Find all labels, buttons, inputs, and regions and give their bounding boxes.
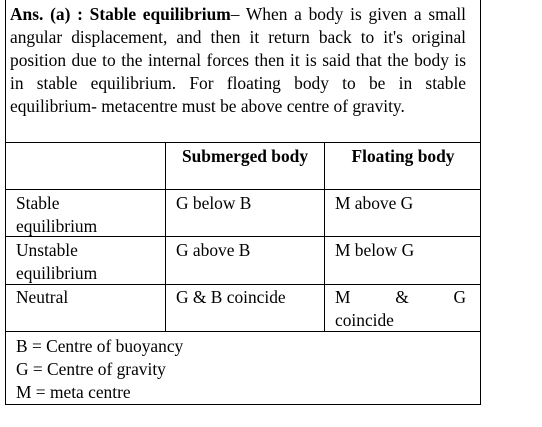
floating-part-and: & — [395, 287, 409, 307]
row-neutral-floating-line1 — [335, 286, 466, 309]
table-top-border — [5, 142, 481, 143]
row-unstable-submerged: G above B — [176, 240, 251, 260]
floating-part-m: M — [335, 287, 351, 307]
row-stable-state: Stable equilibrium — [16, 193, 98, 236]
row-neutral-submerged: G & B coincide — [176, 287, 286, 307]
row-unstable-state: Unstable equilibrium — [16, 240, 98, 283]
row-stable-submerged: G below B — [176, 193, 252, 213]
row-neutral-state: Neutral — [16, 287, 69, 307]
table-column-divider — [165, 142, 166, 332]
row-unstable-floating: M below G — [335, 240, 415, 260]
row-stable-floating: M above G — [335, 193, 414, 213]
legend-b: B = Centre of buoyancy — [16, 336, 184, 356]
answer-label: Ans. (a) : Stable equilibrium — [10, 4, 231, 24]
table-column-divider — [324, 142, 325, 332]
legend-g: G = Centre of gravity — [16, 359, 166, 379]
answer-text: – When a body is given a small angular displacement, and then it return back to it's original position due to the internal forces then it is said that the body is in stable equilibrium. For floating body to be in stable equilibrium- metacentre must be above centre of gravity. — [10, 4, 466, 117]
legend-m: M = meta centre — [16, 382, 131, 402]
answer-paragraph — [10, 3, 466, 118]
floating-part-g: G — [453, 287, 466, 307]
row-neutral-floating-line2: coincide — [335, 310, 394, 330]
header-submerged-body: Submerged body — [181, 146, 309, 166]
header-floating-body: Floating body — [351, 146, 455, 166]
table-row-divider — [5, 189, 481, 190]
